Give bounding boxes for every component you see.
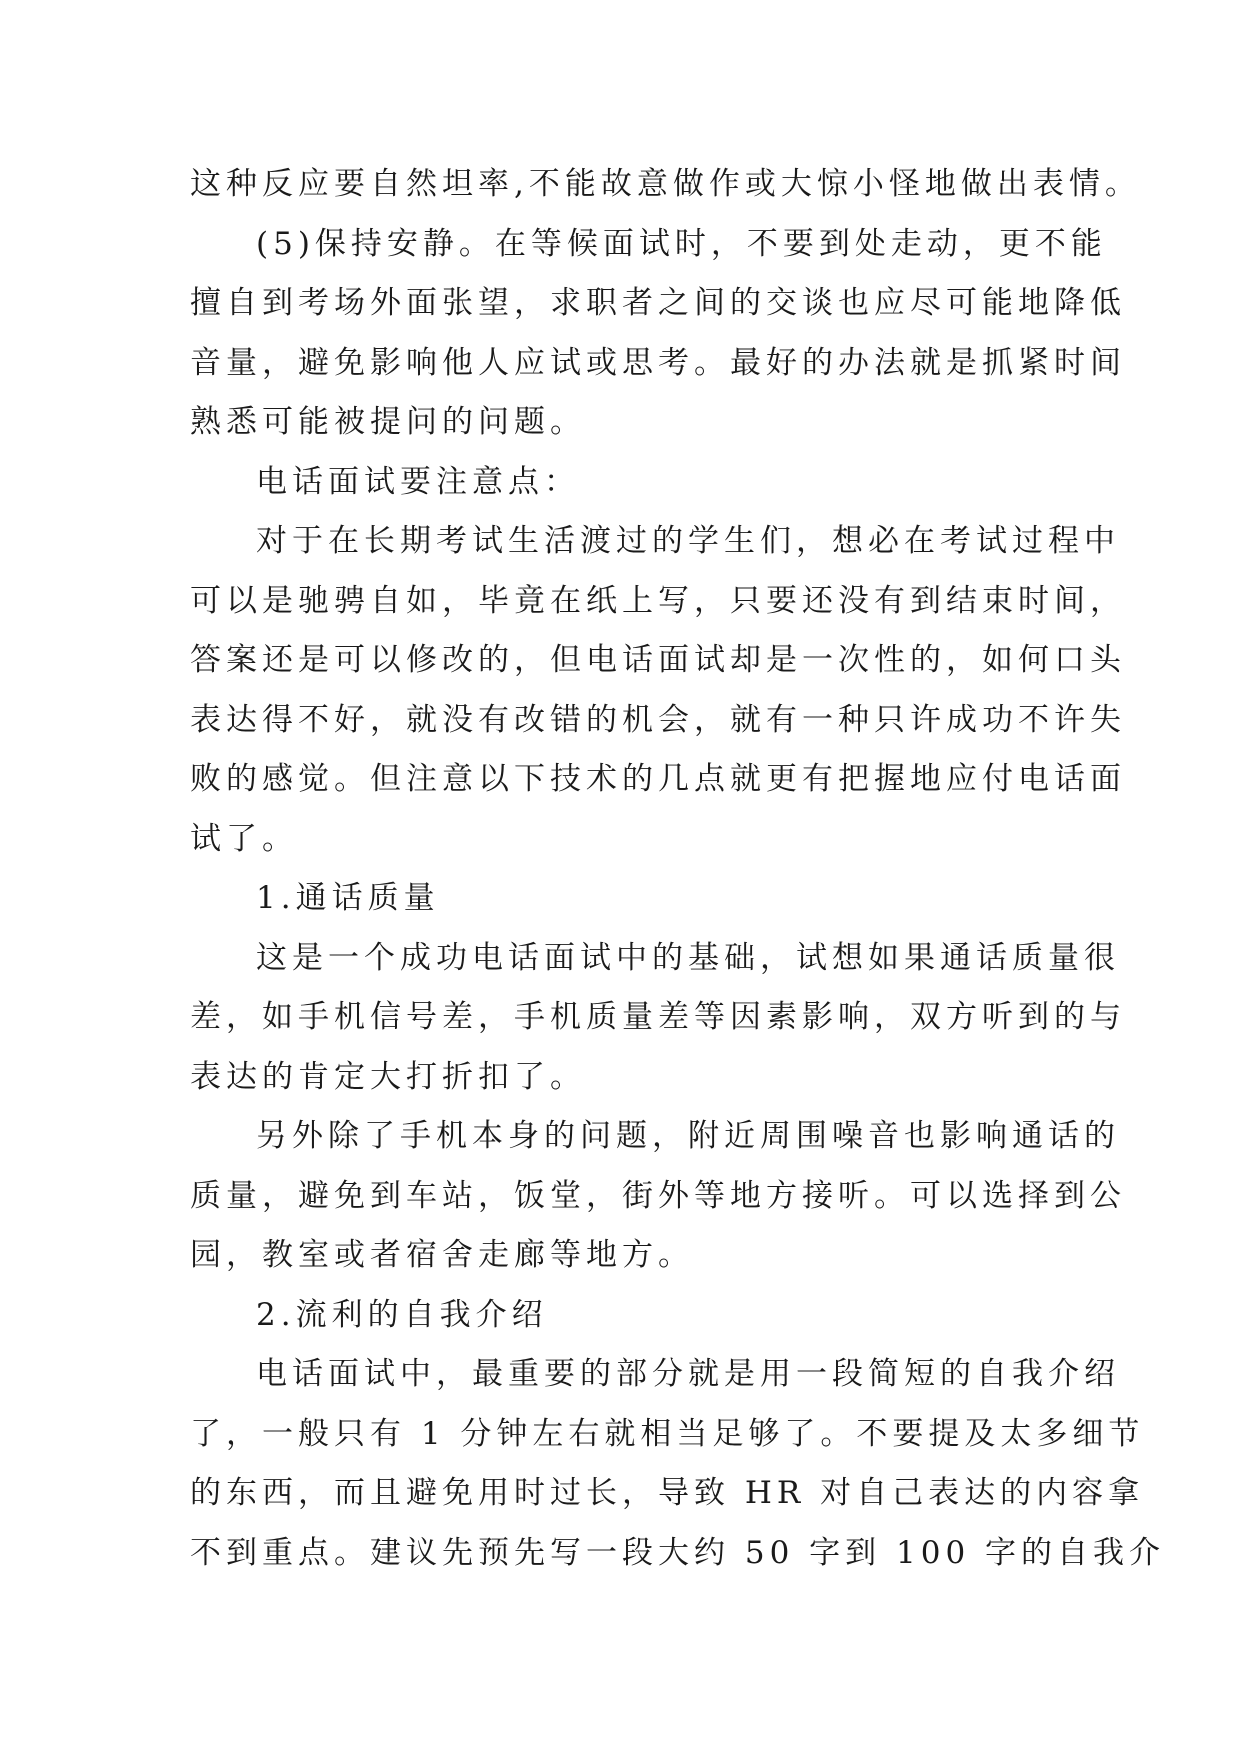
body-text [190,155,1166,1583]
text-line: 可以是驰骋自如，毕竟在纸上写，只要还没有到结束时间， [190,582,1126,619]
text-line: 表达的肯定大打折扣了。 [190,1058,586,1095]
text-line: 这种反应要自然坦率,不能故意做作或大惊小怪地做出表情。 [190,166,1141,202]
paragraph-start-line: 电话面试中，最重要的部分就是用一段简短的自我介绍 [256,1356,1120,1392]
text-line: 试了。 [190,820,298,857]
text-line: 了，一般只有 1 分钟左右就相当足够了。不要提及太多细节 [190,1415,1145,1452]
text-line: 答案还是可以修改的，但电话面试却是一次性的，如何口头 [190,642,1126,678]
text-line: 音量，避免影响他人应试或思考。最好的办法就是抓紧时间 [190,344,1126,381]
text-line: 质量，避免到车站，饭堂，街外等地方接听。可以选择到公 [190,1177,1126,1214]
text-line: 的东西，而且避免用时过长，导致 HR 对自己表达的内容拿 [190,1475,1145,1511]
paragraph-start-line: (5)保持安静。在等候面试时，不要到处走动，更不能 [256,225,1107,262]
text-line: 不到重点。建议先预先写一段大约 50 字到 100 字的自我介 [190,1534,1166,1571]
subsection-heading: 1.通话质量 [256,880,440,916]
text-line: 熟悉可能被提问的问题。 [190,404,586,440]
text-line: 败的感觉。但注意以下技术的几点就更有把握地应付电话面 [190,761,1126,797]
text-line: 园，教室或者宿舍走廊等地方。 [190,1237,694,1273]
text-line: 差，如手机信号差，手机质量差等因素影响，双方听到的与 [190,999,1126,1035]
paragraph-start-line: 另外除了手机本身的问题，附近周围噪音也影响通话的 [256,1118,1120,1154]
section-heading: 电话面试要注意点： [256,463,580,500]
subsection-heading: 2.流利的自我介绍 [256,1296,548,1333]
text-line: 擅自到考场外面张望，求职者之间的交谈也应尽可能地降低 [190,285,1126,321]
paragraph-start-line: 对于在长期考试生活渡过的学生们，想必在考试过程中 [256,523,1120,559]
text-line: 表达得不好，就没有改错的机会，就有一种只许成功不许失 [190,701,1126,738]
paragraph-start-line: 这是一个成功电话面试中的基础，试想如果通话质量很 [256,939,1120,976]
